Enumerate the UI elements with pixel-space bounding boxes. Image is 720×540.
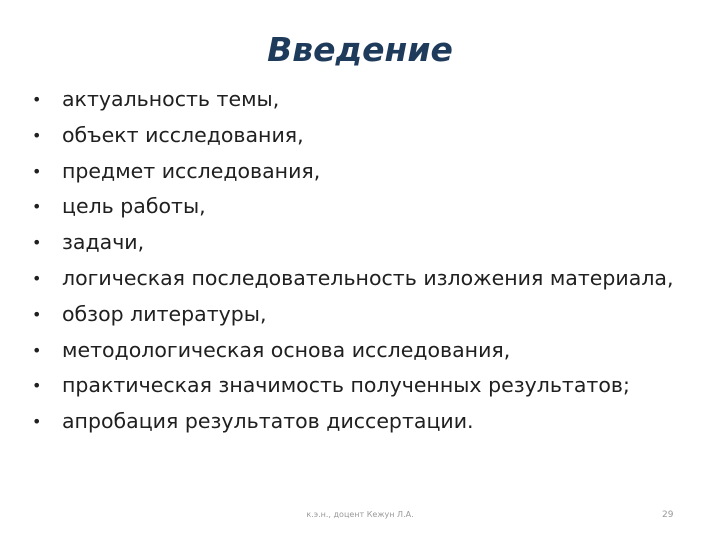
list-item — [32, 299, 702, 330]
bullet-list — [32, 84, 702, 442]
list-item — [32, 120, 702, 151]
list-item-text: обзор литературы, — [62, 301, 267, 326]
list-item-text: задачи, — [62, 230, 145, 255]
bullet-icon: • — [32, 304, 42, 324]
bullet-icon: • — [32, 268, 42, 288]
list-item-text: актуальность темы, — [62, 87, 280, 111]
slide-title: Введение — [267, 30, 453, 69]
list-item — [32, 335, 702, 366]
bullet-icon: • — [32, 412, 42, 432]
list-item — [32, 191, 702, 222]
page-number: 29 — [662, 510, 674, 520]
list-item-text: методологическая основа исследования, — [62, 337, 511, 362]
list-item — [32, 263, 702, 294]
bullet-icon: • — [32, 233, 42, 253]
bullet-icon: • — [32, 90, 42, 109]
list-item-text: предмет исследования, — [62, 158, 321, 183]
list-item — [32, 406, 702, 437]
footer-author: к.э.н., доцент Кежун Л.А. — [306, 510, 414, 519]
list-item — [32, 156, 702, 187]
bullet-icon: • — [32, 197, 42, 217]
list-item — [32, 370, 702, 401]
list-item — [32, 227, 702, 258]
bullet-icon: • — [32, 376, 42, 396]
list-item-text: объект исследования, — [62, 122, 304, 147]
list-item — [32, 84, 702, 115]
list-item-text: апробация результатов диссертации. — [62, 409, 474, 434]
bullet-icon: • — [32, 161, 42, 181]
list-item-text: практическая значимость полученных результатов; — [62, 373, 630, 398]
bullet-icon: • — [32, 125, 42, 145]
list-item-text: логическая последовательность изложения материала, — [62, 265, 674, 290]
bullet-icon: • — [32, 340, 42, 360]
list-item-text: цель работы, — [62, 194, 206, 219]
